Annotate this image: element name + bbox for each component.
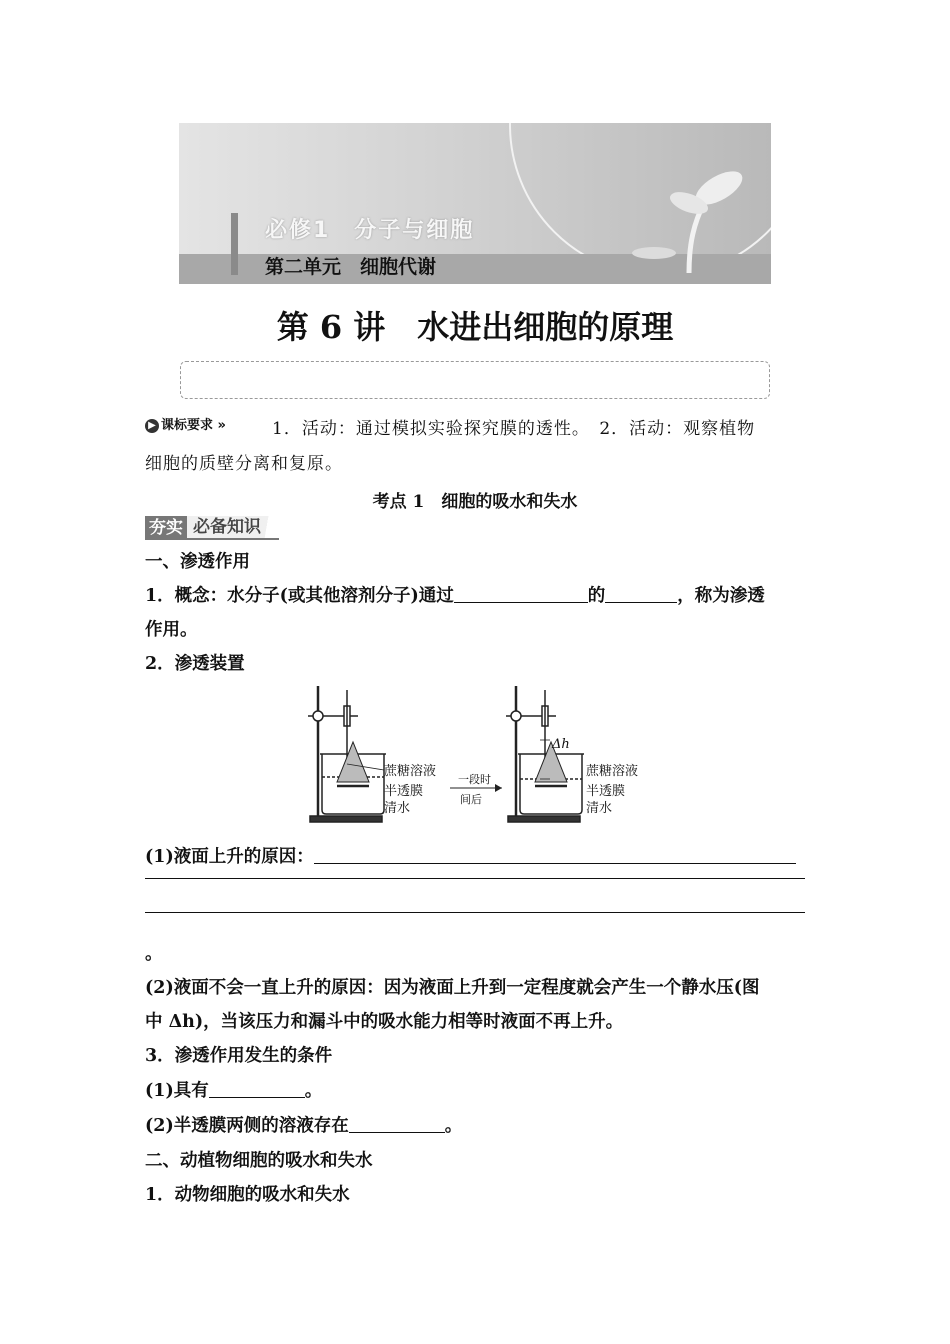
apparatus-before <box>308 686 386 822</box>
concept-text-b: 的 <box>587 586 606 606</box>
keypoint-heading: 考点 1 细胞的吸水和失水 <box>372 492 578 512</box>
label-membrane-before: 半透膜 <box>384 784 424 799</box>
blank-4[interactable] <box>209 1079 305 1098</box>
banner-volume: 必修1 分子与细胞 <box>265 218 475 243</box>
condition-1 <box>145 1079 322 1103</box>
blank-5[interactable] <box>349 1114 445 1133</box>
question-2-line-2: 中 Δh)，当该压力和漏斗中的吸水能力相等时液面不再上升。 <box>145 1012 624 1032</box>
condition-2 <box>145 1114 462 1138</box>
label-water-after: 清水 <box>586 801 613 816</box>
banner-unit: 第二单元 细胞代谢 <box>265 256 437 278</box>
concept-line <box>145 584 765 608</box>
requirement-line-1: 1．活动：通过模拟实验探究膜的透性。 2．活动：观察植物 <box>272 419 756 439</box>
dashed-box <box>180 361 770 399</box>
heading-osmosis: 一、渗透作用 <box>145 552 250 572</box>
blank-2[interactable] <box>605 584 677 603</box>
condition-1-end: 。 <box>304 1081 323 1101</box>
requirement-badge-label: 课标要求 <box>161 418 214 433</box>
blank-1[interactable] <box>454 584 588 603</box>
concept-line-cont: 作用。 <box>145 620 198 640</box>
osmosis-diagram <box>300 682 650 832</box>
question-1-text: (1)液面上升的原因： <box>145 847 314 867</box>
answer-rule-2[interactable] <box>145 912 805 913</box>
apparatus-after <box>506 686 584 822</box>
question-1 <box>145 845 796 869</box>
condition-1-text: (1)具有 <box>145 1081 209 1101</box>
page-title: 第 6 讲 水进出细胞的原理 <box>276 308 674 346</box>
label-membrane-after: 半透膜 <box>586 784 626 799</box>
label-water-before: 清水 <box>384 801 411 816</box>
blank-3[interactable] <box>314 845 796 864</box>
label-delta-h: Δh <box>552 737 570 752</box>
question-1-end: 。 <box>145 944 163 964</box>
heading-cell-water: 二、动植物细胞的吸水和失水 <box>145 1151 373 1171</box>
answer-rule-1[interactable] <box>145 878 805 879</box>
concept-text-c: ，称为渗透 <box>677 586 765 606</box>
arrow-label-top: 一段时 <box>458 773 491 786</box>
double-chevron-icon: » <box>213 418 226 433</box>
heading-animal-cell: 1．动物细胞的吸水和失水 <box>145 1185 350 1205</box>
section-tag: 夯实 <box>145 516 187 540</box>
question-2-line-1: (2)液面不会一直上升的原因：因为液面上升到一定程度就会产生一个静水压(图 <box>145 978 760 998</box>
requirement-line-2: 细胞的质壁分离和复原。 <box>145 454 343 474</box>
requirement-badge <box>145 414 226 433</box>
condition-2-text: (2)半透膜两侧的溶液存在 <box>145 1116 349 1136</box>
heading-osmosis-device: 2．渗透装置 <box>145 654 245 674</box>
arrow-label-bottom: 间后 <box>460 793 482 806</box>
sprout-illustration <box>619 143 749 273</box>
section-header <box>145 516 279 540</box>
section-label: 必备知识 <box>187 516 279 540</box>
play-icon: ▶ <box>145 419 159 433</box>
concept-text-a: 1．概念：水分子(或其他溶剂分子)通过 <box>145 586 454 606</box>
heading-conditions: 3．渗透作用发生的条件 <box>145 1046 333 1066</box>
condition-2-end: 。 <box>444 1116 463 1136</box>
unit-banner <box>179 123 771 284</box>
banner-accent-bar <box>231 213 238 275</box>
label-sucrose-before: 蔗糖溶液 <box>384 764 437 779</box>
label-sucrose-after: 蔗糖溶液 <box>586 764 639 779</box>
